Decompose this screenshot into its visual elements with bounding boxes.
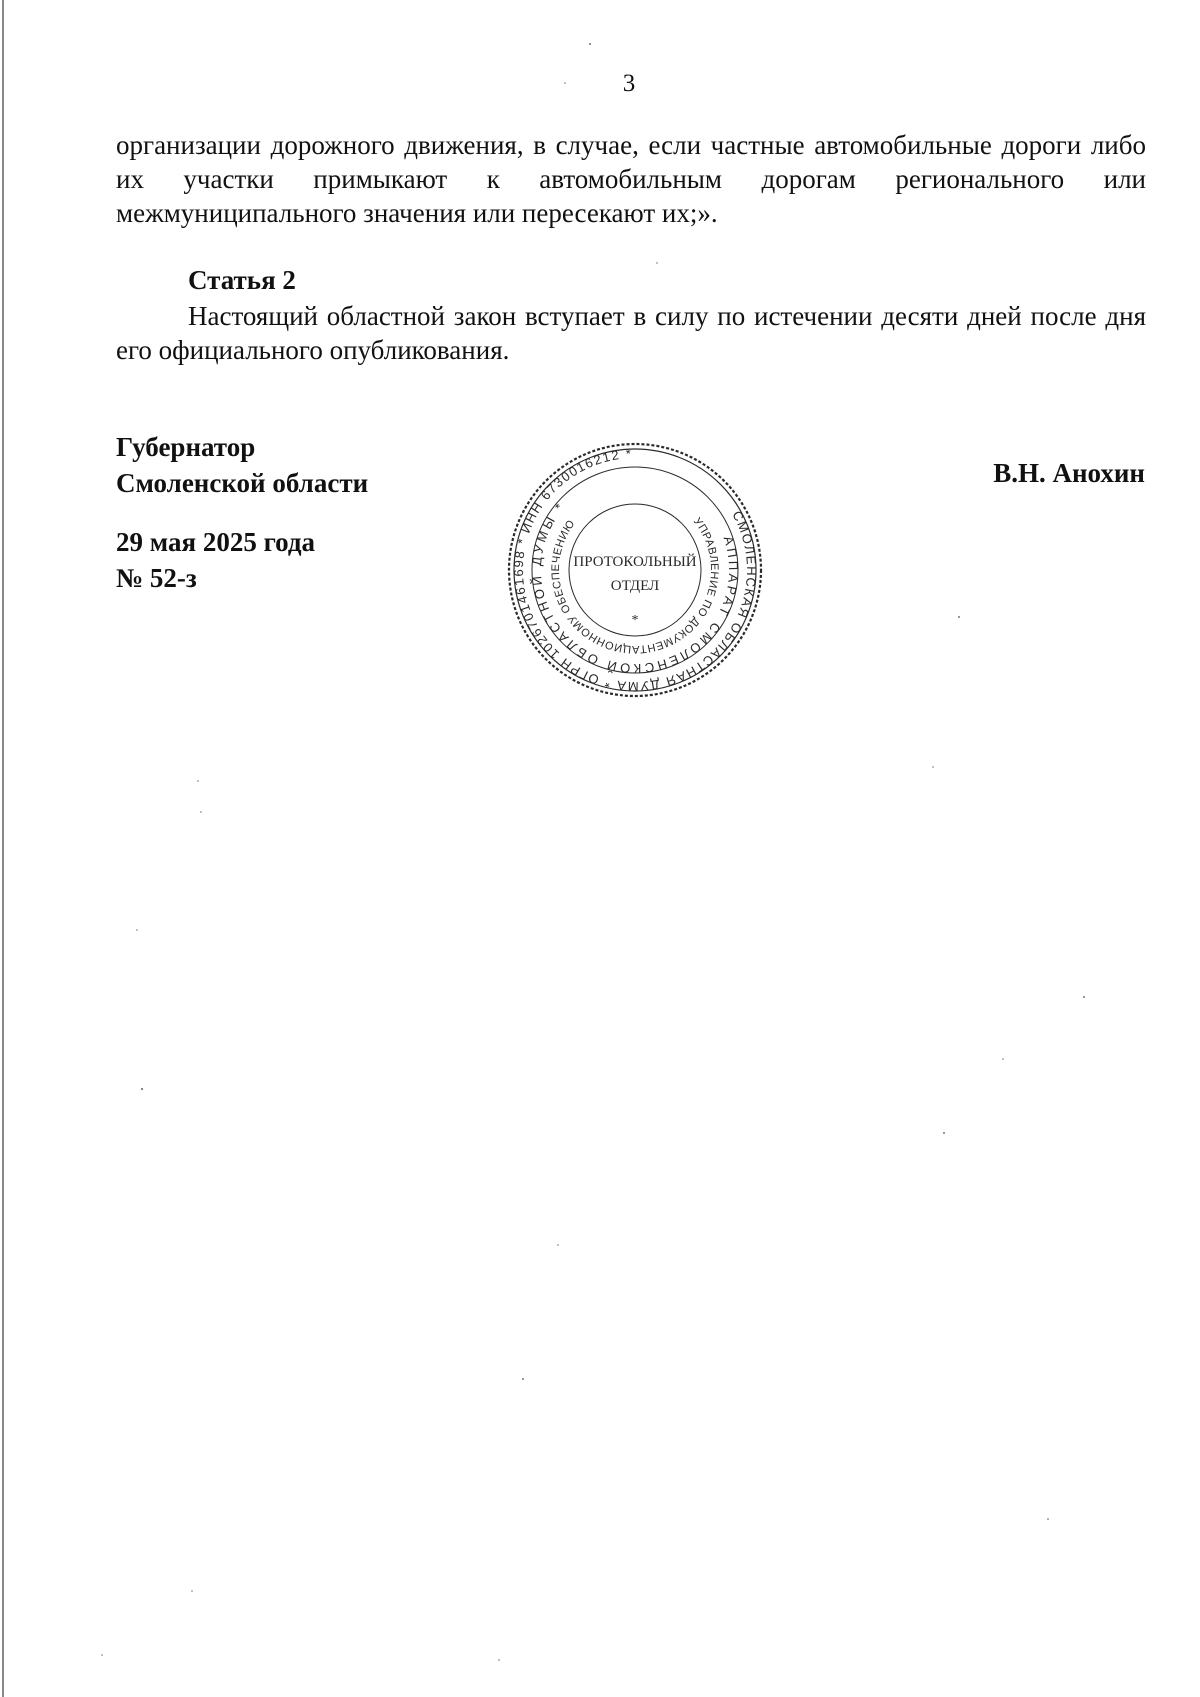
article-body: Настоящий областной закон вступает в силу по истечении десяти дней после дня его официального опубликования. (116, 301, 1146, 365)
stamp-center-line2: ОТДЕЛ (610, 578, 660, 594)
page-number: 3 (622, 70, 636, 97)
signatory-position: Губернатор (116, 432, 256, 462)
stamp-star-icon: * (631, 613, 639, 628)
law-date-number (116, 524, 315, 596)
article-heading: Статья 2 (188, 265, 296, 295)
law-date: 29 мая 2025 года (116, 527, 316, 557)
stamp-outer-text: СМОЛЕНСКАЯ ОБЛАСТНАЯ ДУМА * ОГРН 1026701461698 * ИНН 6730016212 * (510, 445, 760, 695)
svg-text:СМОЛЕНСКАЯ ОБЛАСТНАЯ ДУМА * ОГ (505, 440, 765, 700)
stamp-middle-text: АППАРАТ СМОЛЕНСКОЙ ОБЛАСТНОЙ ДУМЫ * (528, 498, 742, 677)
signatory-title (116, 429, 368, 501)
signatory-region: Смоленской области (116, 468, 369, 498)
stamp-inner-text: УПРАВЛЕНИЕ ПО ДОКУМЕНТАЦИОННОМУ ОБЕСПЕЧЕНИЮ (549, 515, 721, 656)
paragraph-continuation: организации дорожного движения, в случае, если частные автомобильные дороги либо их участки примыкают к автомобильным дорогам регионального или межмуниципального значения или пересекают их;». (116, 130, 1146, 228)
law-number: № 52-з (116, 563, 197, 593)
signatory-name: В.Н. Анохин (993, 458, 1145, 488)
stamp-center-line1: ПРОТОКОЛЬНЫЙ (573, 554, 697, 570)
official-stamp (505, 440, 765, 700)
page-edge-line (2, 0, 4, 1697)
